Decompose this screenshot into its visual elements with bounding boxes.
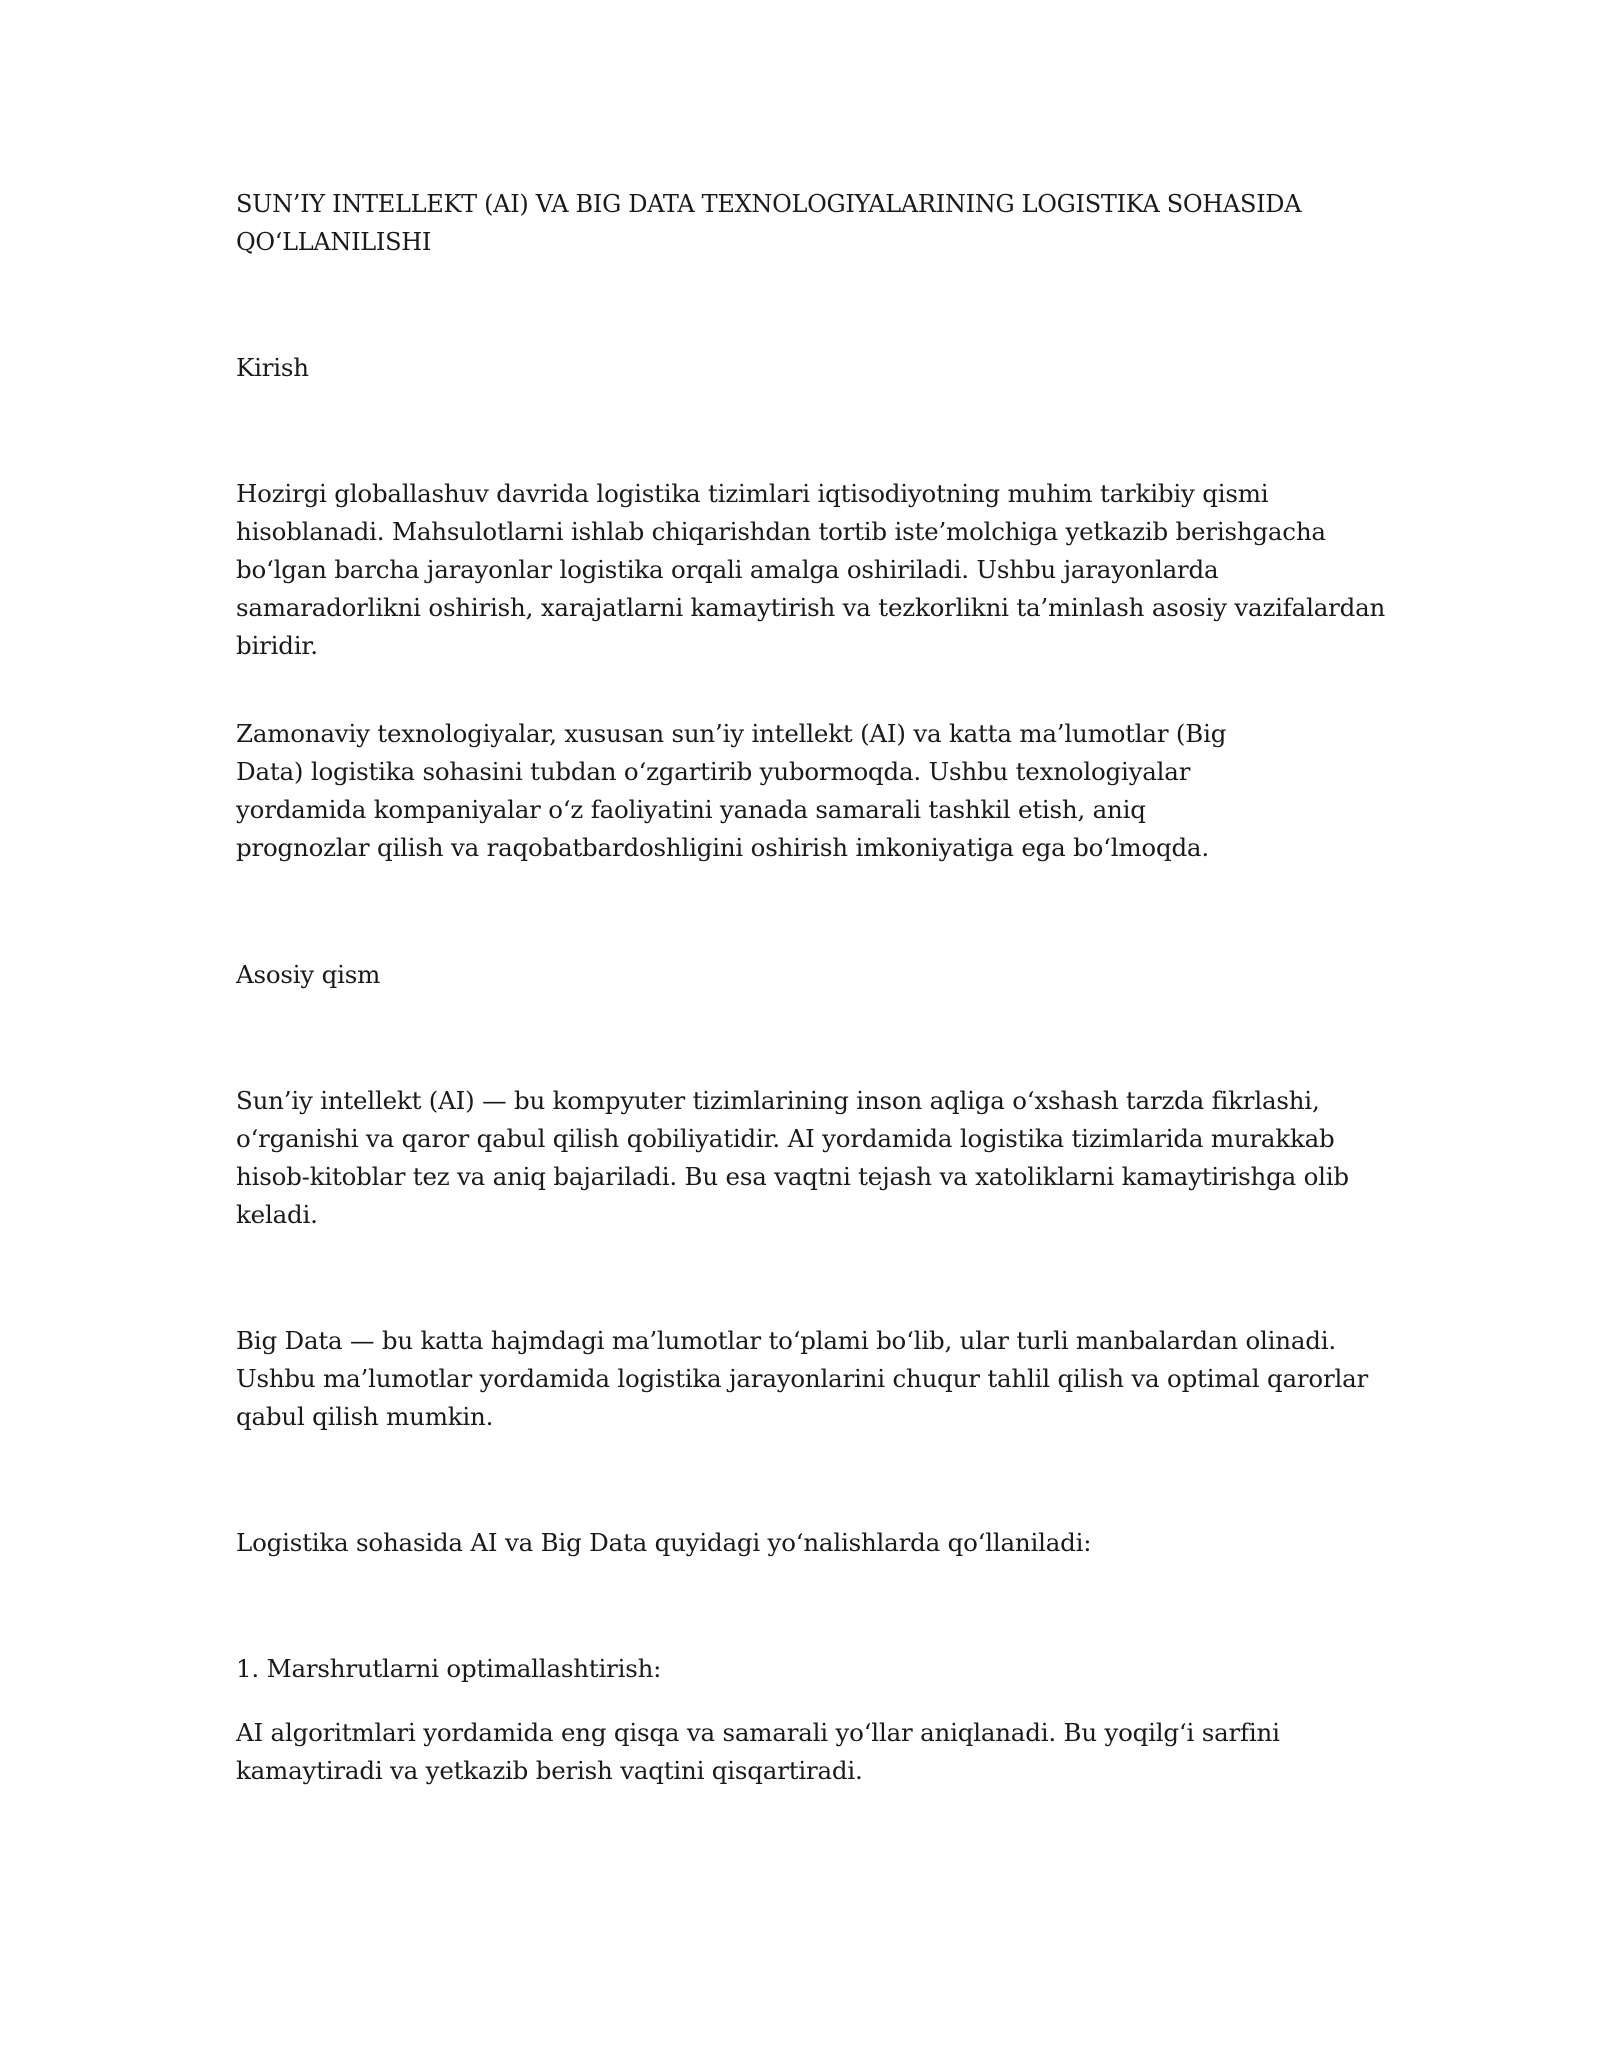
list-item-1-text: AI algoritmlari yordamida eng qisqa va samarali yo‘llar aniqlanadi. Bu yoqilg‘i sarfini kamaytiradi va yetkazib berish vaqtini qisqartiradi.: [236, 1718, 1280, 1785]
main-paragraph-1: Sun’iy intellekt (AI) — bu kompyuter tizimlarining inson aqliga o‘xshash tarzda fikrlashi, o‘rganishi va qaror qabul qilish qobiliyatidir. AI yordamida logistika tizimlarida murakkab hisob-kitoblar tez va aniq bajariladi. Bu esa vaqtni tejash va xatoliklarni kamaytirishga olib keladi.: [236, 1086, 1349, 1229]
section-heading-intro: Kirish: [236, 353, 309, 382]
document-title: SUN’IY INTELLEKT (AI) VA BIG DATA TEXNOLOGIYALARINING LOGISTIKA SOHASIDA QO‘LLANILISHI: [236, 190, 1302, 256]
main-paragraph-2: Big Data — bu katta hajmdagi ma’lumotlar to‘plami bo‘lib, ular turli manbalardan olinadi. Ushbu ma’lumotlar yordamida logistika jarayonlarini chuqur tahlil qilish va optimal qarorlar qabul qilish mumkin.: [236, 1326, 1369, 1431]
intro-paragraph-2: Zamonaviy texnologiyalar, xususan sun’iy intellekt (AI) va katta ma’lumotlar (Big Data) logistika sohasini tubdan o‘zgartirib yubormoqda. Ushbu texnologiyalar yordamida kompaniyalar o‘z faoliyatini yanada samarali tashkil etish, aniq prognozlar qilish va raqobatbardoshligini oshirish imkoniyatiga ega bo‘lmoqda.: [236, 719, 1227, 862]
list-item-1-heading: 1. Marshrutlarni optimallashtirish:: [236, 1654, 662, 1683]
applications-intro: Logistika sohasida AI va Big Data quyidagi yo‘nalishlarda qo‘llaniladi:: [236, 1528, 1092, 1557]
section-heading-main: Asosiy qism: [236, 960, 381, 989]
intro-paragraph-1: Hozirgi globallashuv davrida logistika tizimlari iqtisodiyotning muhim tarkibiy qismi hisoblanadi. Mahsulotlarni ishlab chiqarishdan tortib iste’molchiga yetkazib berishgacha bo‘lgan barcha jarayonlar logistika orqali amalga oshiriladi. Ushbu jarayonlarda samaradorlikni oshirish, xarajatlarni kamaytirish va tezkorlikni ta’minlash asosiy vazifalardan biridir.: [236, 479, 1386, 660]
